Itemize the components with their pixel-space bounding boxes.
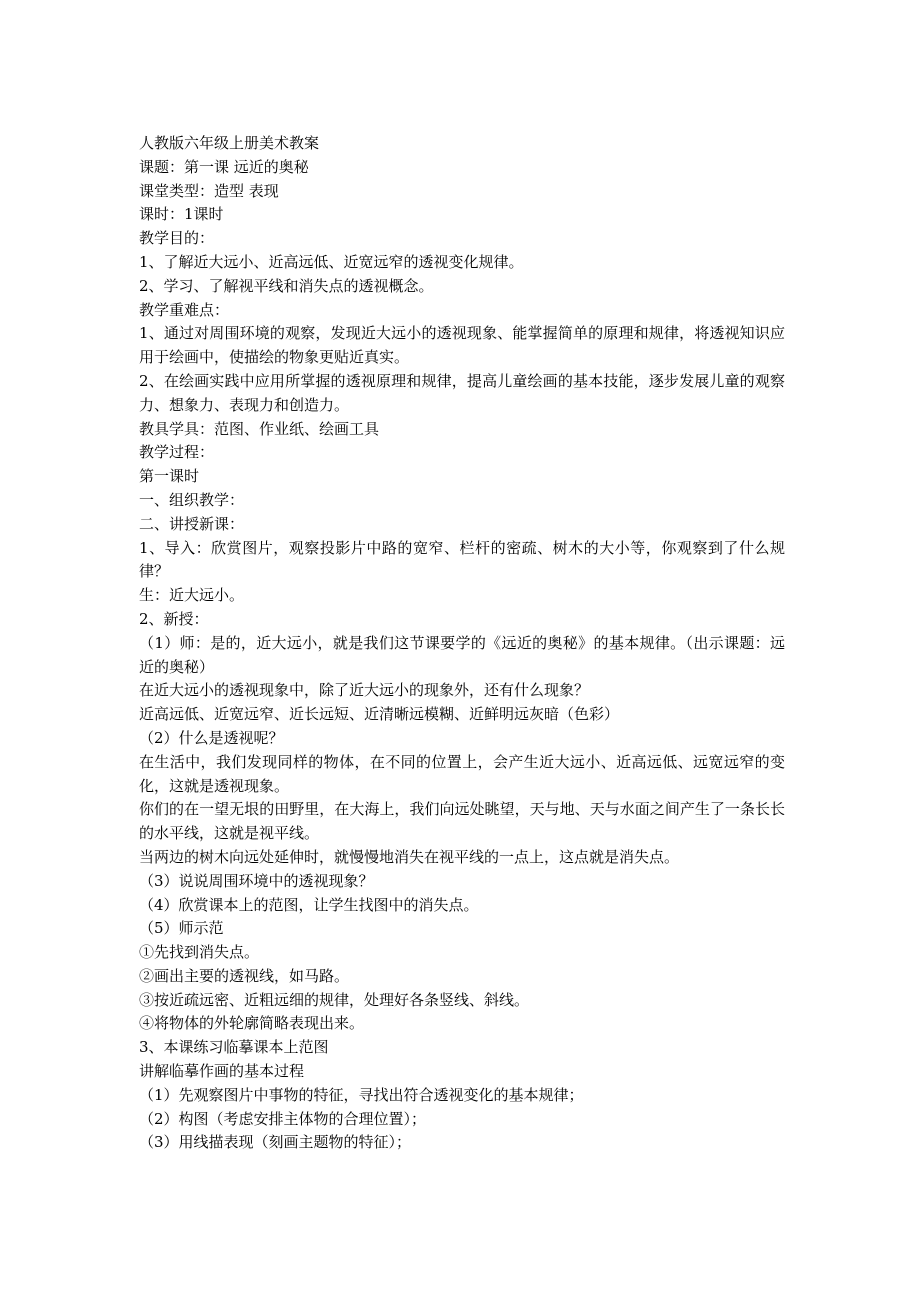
lesson-type-line: 课堂类型：造型 表现 [139,181,279,200]
body-paragraph: （1）师：是的，近大远小，就是我们这节课要学的《远近的奥秘》的基本规律。（出示课题：远近的奥秘） [139,633,785,676]
body-paragraph: （3）说说周围环境中的透视现象？ [139,871,374,890]
document-page [139,132,785,1155]
key-points-heading: 教学重难点： [139,300,230,319]
body-paragraph: 你们的在一望无垠的田野里，在大海上，我们向远处眺望，天与地、天与水面之间产生了一条长长的水平线，这就是视平线。 [139,800,785,843]
key-point-item: 2、在绘画实践中应用所掌握的透视原理和规律，提高儿童绘画的基本技能，逐步发展儿童的观察力、想象力、表现力和创造力。 [139,371,785,414]
body-paragraph: 近高远低、近宽远窄、近长远短、近清晰远模糊、近鲜明远灰暗（色彩） [139,705,620,724]
list-item: （3）用线描表现（刻画主题物的特征）； [139,1133,412,1152]
materials-line: 教具学具：范图、作业纸、绘画工具 [139,419,380,438]
first-period-heading: 第一课时 [139,467,200,486]
list-item: ③按近疏远密、近粗远细的规律，处理好各条竖线、斜线。 [139,990,530,1009]
objective-item: 1、了解近大远小、近高远低、近宽远窄的透视变化规律。 [139,252,524,271]
list-item: ②画出主要的透视线，如马路。 [139,966,350,985]
objectives-heading: 教学目的： [139,229,215,248]
body-paragraph: 当两边的树木向远处延伸时，就慢慢地消失在视平线的一点上，这点就是消失点。 [139,847,680,866]
body-paragraph: 3、本课练习临摹课本上范图 [139,1038,329,1057]
lesson-hours-line: 课时：1课时 [139,205,224,224]
objective-item: 2、学习、了解视平线和消失点的透视概念。 [139,276,434,295]
list-item: （2）构图（考虑安排主体物的合理位置）； [139,1109,427,1128]
body-paragraph: 生：近大远小。 [139,586,245,605]
body-paragraph: （4）欣赏课本上的范图，让学生找图中的消失点。 [139,895,479,914]
key-point-item: 1、通过对周围环境的观察，发现近大远小的透视现象、能掌握简单的原理和规律，将透视知识应用于绘画中，使描绘的物象更贴近真实。 [139,324,785,367]
list-item: ①先找到消失点。 [139,943,260,962]
document-header: 人教版六年级上册美术教案 [139,134,320,152]
section-heading: 一、组织教学： [139,490,245,509]
body-paragraph: 2、新授： [139,609,209,628]
body-paragraph: 讲解临摹作画的基本过程 [139,1062,305,1081]
process-heading: 教学过程： [139,443,215,462]
list-item: （1）先观察图片中事物的特征，寻找出符合透视变化的基本规律； [139,1085,584,1104]
body-paragraph: 在近大远小的透视现象中，除了近大远小的现象外，还有什么现象？ [139,681,590,700]
body-paragraph: 在生活中，我们发现同样的物体，在不同的位置上，会产生近大远小、近高远低、远宽远窄的变化，这就是透视现象。 [139,752,785,795]
body-paragraph: （5）师示范 [139,919,224,938]
lesson-title-line: 课题：第一课 远近的奥秘 [139,157,309,176]
section-heading: 二、讲授新课： [139,514,245,533]
body-paragraph: （2）什么是透视呢？ [139,728,284,747]
body-paragraph: 1、导入：欣赏图片，观察投影片中路的宽窄、栏杆的密疏、树木的大小等，你观察到了什么规律？ [139,538,785,581]
list-item: ④将物体的外轮廓简略表现出来。 [139,1014,365,1033]
